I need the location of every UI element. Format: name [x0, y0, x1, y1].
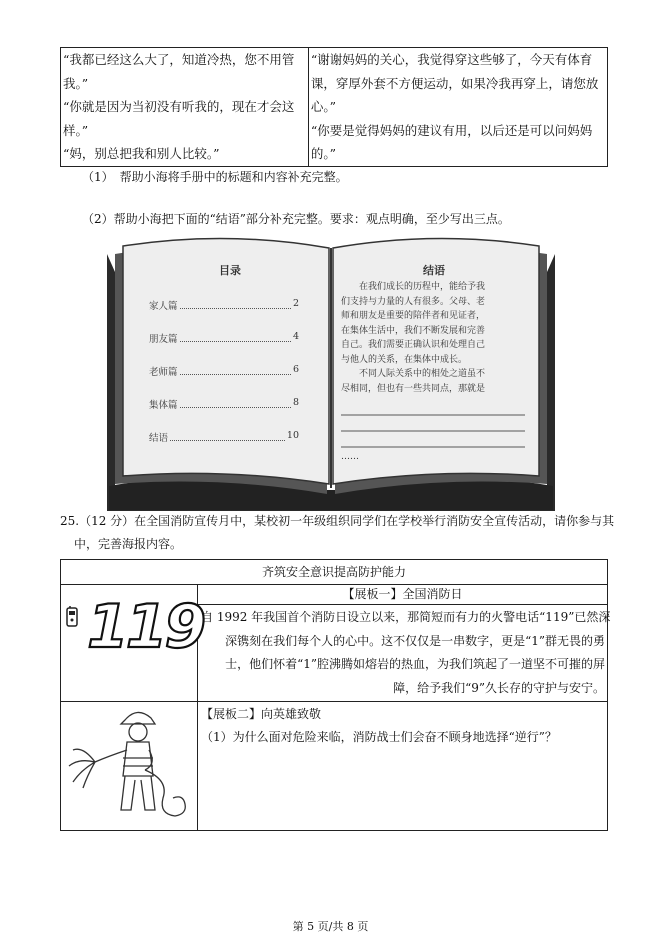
epilogue-line: 在集体生活中，我们不断发展和完善: [341, 325, 486, 336]
epilogue-line: 在我们成长的历程中，能给予我: [359, 282, 486, 292]
toc-entry-page: 6: [292, 364, 299, 375]
epilogue-line: 尽相同，但也有一些共同点，那就是: [341, 383, 486, 394]
poster-table: [60, 559, 611, 831]
toc-list: [149, 298, 299, 463]
question-2: （2）帮助小海把下面的“结语”部分补充完整。要求：观点明确，至少写出三点。: [82, 212, 510, 226]
toc-entry-name: 集体篇: [149, 400, 178, 411]
dialog-left-line: 样。”: [63, 122, 89, 138]
dialog-right-line: 心。”: [310, 99, 336, 114]
toc-entry: [149, 397, 299, 430]
dialog-left-line: “妈，别总把我和别人比较。”: [63, 146, 220, 161]
epilogue-ellipsis: ……: [341, 452, 359, 462]
dialog-left-line: “我都已经这么大了，知道冷热，您不用管: [63, 52, 295, 67]
dialog-right-cell: [308, 48, 607, 167]
dialog-right-line: 课，穿厚外套不方便运动，如果冷我再穿上，请您放: [310, 75, 599, 91]
board1-line: 自 1992 年我国首个消防日设立以来，那简短而有力的火警电话“119”已然深: [201, 610, 611, 624]
epilogue-text: [341, 280, 531, 396]
question-1: （1） 帮助小海将手册中的标题和内容补充完整。: [82, 170, 348, 184]
book-illustration: [101, 232, 561, 514]
dialog-table: [60, 47, 608, 167]
question-25-line1: 25.（12 分）在全国消防宣传月中，某校初一年级组织同学们在学校举行消防安全宣传活动，请你参与其: [60, 514, 615, 528]
dialog-right-line: “你要是觉得妈妈的建议有用，以后还是可以问妈妈: [310, 122, 593, 138]
toc-entry-name: 朋友篇: [149, 334, 178, 345]
toc-entry-name: 家人篇: [149, 301, 178, 312]
fire-119-graphic: [65, 592, 204, 668]
board1-line: 障，给予我们“9”久长存的守护与安宁。: [393, 680, 605, 695]
epilogue-line: 自己。我们需要正确认识和处理自己: [341, 340, 486, 350]
poster-title: 齐筑安全意识提高防护能力: [61, 560, 607, 585]
epilogue-line: 们支持与力量的人有很多。父母、老: [341, 296, 486, 307]
dialog-right-line: “谢谢妈妈的关心，我觉得穿这些够了，今天有体育: [310, 52, 593, 67]
board2-title: 【展板二】向英雄致敬: [201, 707, 322, 721]
toc-entry-page: 10: [286, 430, 299, 441]
toc-entry-page: 2: [292, 298, 299, 309]
dialog-left-line: 我。”: [63, 75, 89, 91]
toc-entry: [149, 364, 299, 397]
dialog-left-line: “你就是因为当初没有听我的，现在才会这: [63, 99, 295, 114]
dialog-left-cell: [61, 48, 309, 167]
epilogue-line: 不同人际关系中的相处之道虽不: [359, 369, 486, 379]
page-footer: 第 5 页/共 8 页: [292, 920, 369, 933]
toc-entry-page: 4: [292, 331, 299, 342]
board1-line: 深镌刻在我们每个人的心中。这不仅仅是一串数字，更是“1”群无畏的勇: [225, 633, 605, 648]
dialog-right-line: 的。”: [310, 146, 336, 161]
epilogue-line: 师和朋友是重要的陪伴者和见证者，: [341, 311, 486, 321]
toc-title: 目录: [219, 264, 241, 277]
toc-entry-name: 老师篇: [149, 367, 178, 378]
toc-entry: [149, 430, 299, 463]
toc-entry: [149, 298, 299, 331]
toc-entry-name: 结语: [149, 433, 169, 444]
phone-icon: [65, 606, 79, 628]
board1-line: 士，他们怀着“1”腔沸腾如熔岩的热血，为我们筑起了一道坚不可摧的屏: [225, 657, 605, 671]
question-25-line2: 中，完善海报内容。: [74, 537, 183, 551]
epilogue-title: 结语: [423, 264, 445, 277]
toc-entry-page: 8: [292, 397, 299, 408]
big-119: 119: [87, 592, 204, 662]
epilogue-line: 与他人的关系，在集体中成长。: [341, 354, 468, 365]
firefighter-drawing: [65, 706, 193, 826]
firefighter-illustration: [65, 706, 193, 826]
board1-title: 【展板一】全国消防日: [198, 584, 607, 605]
board2-question: （1）为什么面对危险来临，消防战士们会奋不顾身地选择“逆行”？: [201, 730, 557, 744]
board1-text: [201, 606, 611, 700]
toc-entry: [149, 331, 299, 364]
